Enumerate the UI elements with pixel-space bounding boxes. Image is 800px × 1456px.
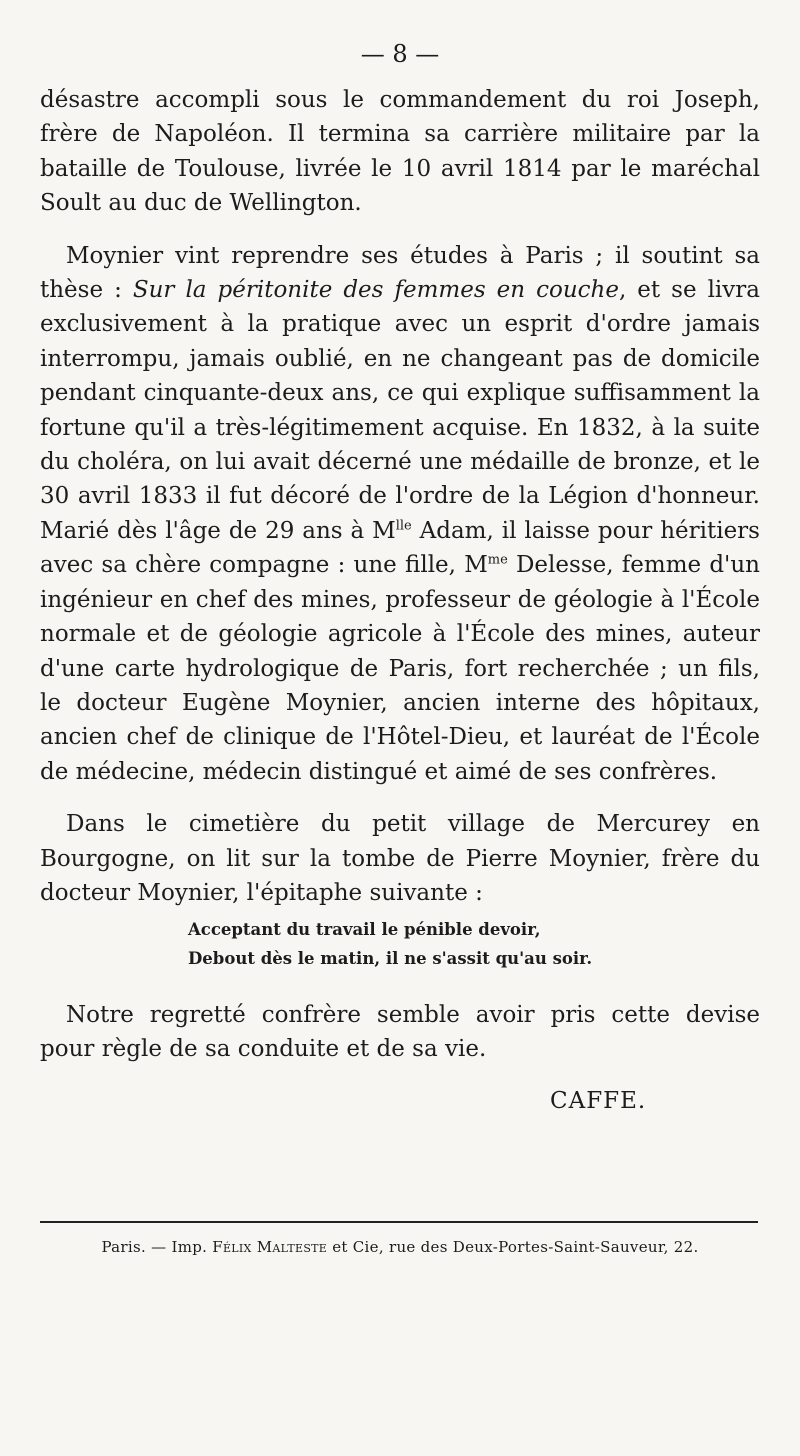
paragraph-continuation: désastre accompli sous le commandement du roi Joseph, frère de Napoléon. Il termina sa carrière militaire par la bataille de Toulouse, livrée le 10 avril 1814 par le maréchal Soult au duc de Wellington. [40, 87, 760, 217]
epitaph [188, 915, 592, 973]
biography-text-1: , et se livra exclusivement à la pratique avec un esprit d'ordre jamais interrompu, jamais oublié, en ne changeant pas de domicile pendant cinquante-deux ans, ce qui explique suffisamment la fortune qu'il a très-légitimement acquise. En 1832, à la suite du choléra, on lui avait décerné une médaille de bronze, et le 30 avril 1833 il fut décoré de l'ordre de la Légion d'honneur. Marié dès l'âge de 29 ans à M [40, 277, 760, 544]
footer-divider [40, 1221, 758, 1223]
biography-text-3: Delesse, femme d'un ingénieur en chef des mines, professeur de géologie à l'École normale et de géologie agricole à l'École des mines, auteur d'une carte hydrologique de Paris, fort recherchée ; un fils, le docteur Eugène Moynier, ancien interne des hôpitaux, ancien chef de clinique de l'Hôtel-Dieu, et lauréat de l'École de médecine, médecin distingué et aimé de ses confrères. [40, 552, 760, 785]
body-text [40, 83, 760, 910]
paragraph-closing: Notre regretté confrère semble avoir pris cette devise pour règle de sa conduite et de sa vie. [40, 1002, 760, 1063]
imprint-prefix: Paris. — Imp. [101, 1238, 213, 1256]
superscript-mme: me [487, 552, 508, 568]
epitaph-line-2: Debout dès le matin, il ne s'assit qu'au soir. [188, 949, 593, 968]
thesis-title: Sur la péritonite des femmes en couche [132, 277, 619, 304]
paragraph-biography [40, 239, 760, 790]
thesis-intro: Moynier vint reprendre ses études à Paris ; il soutint sa thèse : [40, 242, 760, 304]
author-signature: CAFFE. [550, 1088, 647, 1114]
printer-name: Félix Malteste [212, 1238, 328, 1256]
epitaph-line-1: Acceptant du travail le pénible devoir, [188, 920, 541, 939]
superscript-mlle: lle [395, 518, 412, 534]
paragraph-cemetery: Dans le cimetière du petit village de Mercurey en Bourgogne, on lit sur la tombe de Pierre Moynier, frère du docteur Moynier, l'épitaphe suivante : [40, 811, 760, 906]
biography-text-2: Adam, il laisse pour héritiers avec sa chère compagne : une fille, M [40, 517, 760, 579]
imprint-address: et Cie, rue des Deux-Portes-Saint-Sauveur, 22. [327, 1238, 699, 1256]
closing-text [40, 998, 760, 1067]
page-number: — 8 — [360, 40, 440, 68]
printer-imprint [0, 1238, 800, 1256]
